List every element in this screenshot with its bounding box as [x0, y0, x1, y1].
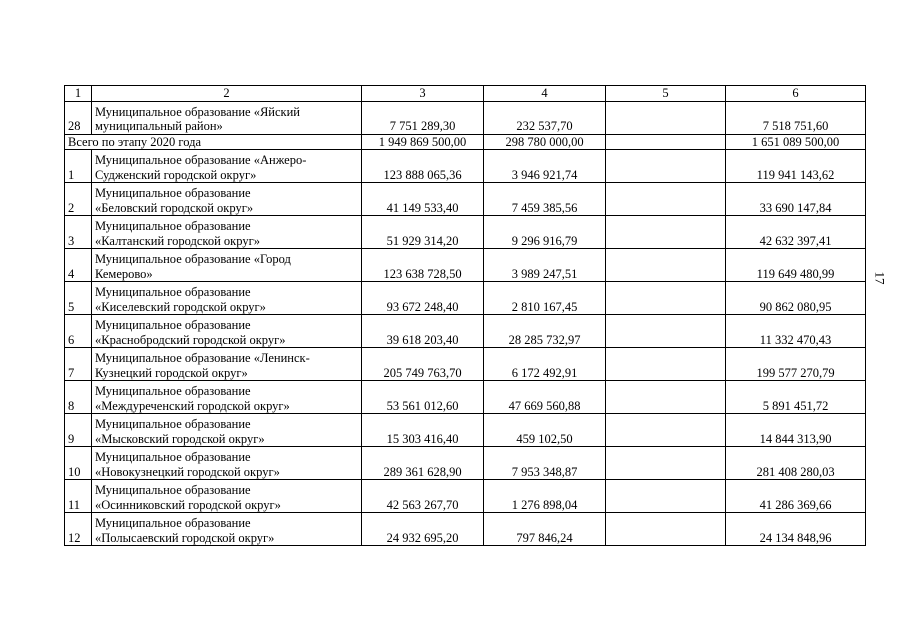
municipality-name: [92, 249, 362, 282]
value-col-6: 281 408 280,03: [726, 447, 866, 480]
value-col-3: 41 149 533,40: [362, 183, 484, 216]
value-col-4: 47 669 560,88: [484, 381, 606, 414]
municipality-name-line: Муниципальное образование «Яйский: [95, 104, 300, 119]
table-row: [65, 150, 866, 183]
row-number: 2: [65, 183, 92, 216]
value-col-3: 39 618 203,40: [362, 315, 484, 348]
municipality-name-line: «Краснобродский городской округ»: [95, 332, 286, 347]
total-value-col-4: 298 780 000,00: [484, 134, 606, 150]
value-col-5: [606, 348, 726, 381]
value-col-5: [606, 513, 726, 546]
value-col-3: 15 303 416,40: [362, 414, 484, 447]
row-number: 10: [65, 447, 92, 480]
municipality-name: [92, 513, 362, 546]
municipality-name: [92, 348, 362, 381]
value-col-5: [606, 216, 726, 249]
value-col-4: 232 537,70: [484, 101, 606, 134]
value-col-3: 93 672 248,40: [362, 282, 484, 315]
value-col-6: 33 690 147,84: [726, 183, 866, 216]
row-number: 3: [65, 216, 92, 249]
municipality-name-line: Судженский городской округ»: [95, 167, 257, 182]
value-col-6: 90 862 080,95: [726, 282, 866, 315]
municipality-name-line: Муниципальное образование: [95, 516, 251, 530]
table-row: [65, 381, 866, 414]
municipality-name: [92, 183, 362, 216]
value-col-5: [606, 447, 726, 480]
value-col-3: 123 888 065,36: [362, 150, 484, 183]
value-col-5: [606, 480, 726, 513]
value-col-6: 11 332 470,43: [726, 315, 866, 348]
row-number: 4: [65, 249, 92, 282]
value-col-3: 53 561 012,60: [362, 381, 484, 414]
municipality-name-line: Кемерово»: [95, 266, 153, 281]
municipality-name-line: Муниципальное образование: [95, 483, 251, 497]
value-col-6: 41 286 369,66: [726, 480, 866, 513]
table-row: [65, 216, 866, 249]
value-col-4: 797 846,24: [484, 513, 606, 546]
table-row: [65, 315, 866, 348]
value-col-5: [606, 183, 726, 216]
municipality-name-line: «Новокузнецкий городской округ»: [95, 464, 280, 479]
table-row: [65, 183, 866, 216]
value-col-5: [606, 414, 726, 447]
municipality-name-line: Муниципальное образование: [95, 186, 251, 200]
table-row: [65, 447, 866, 480]
table-row: [65, 414, 866, 447]
municipality-name: [92, 216, 362, 249]
municipality-name: [92, 480, 362, 513]
row-number: 8: [65, 381, 92, 414]
municipality-name: [92, 282, 362, 315]
value-col-4: 6 172 492,91: [484, 348, 606, 381]
row-number: 9: [65, 414, 92, 447]
value-col-4: 3 989 247,51: [484, 249, 606, 282]
municipality-name-line: Муниципальное образование: [95, 318, 251, 332]
value-col-3: 289 361 628,90: [362, 447, 484, 480]
value-col-6: 7 518 751,60: [726, 101, 866, 134]
total-value-col-6: 1 651 089 500,00: [726, 134, 866, 150]
table-header-row: [65, 86, 866, 102]
total-value-col-5: [606, 134, 726, 150]
value-col-6: 24 134 848,96: [726, 513, 866, 546]
value-col-6: 119 941 143,62: [726, 150, 866, 183]
header-cell-4: 4: [484, 86, 606, 102]
municipality-name-line: муниципальный район»: [95, 119, 223, 133]
value-col-4: 7 459 385,56: [484, 183, 606, 216]
value-col-6: 5 891 451,72: [726, 381, 866, 414]
row-number: 7: [65, 348, 92, 381]
municipality-name-line: Муниципальное образование: [95, 219, 251, 233]
value-col-6: 42 632 397,41: [726, 216, 866, 249]
header-cell-2: 2: [92, 86, 362, 102]
municipality-name: [92, 150, 362, 183]
municipality-name-line: «Осинниковский городской округ»: [95, 497, 281, 512]
table-row: [65, 282, 866, 315]
header-cell-6: 6: [726, 86, 866, 102]
municipality-name-line: «Полысаевский городской округ»: [95, 530, 275, 545]
total-label: Всего по этапу 2020 года: [65, 134, 362, 150]
value-col-3: 51 929 314,20: [362, 216, 484, 249]
value-col-6: 119 649 480,99: [726, 249, 866, 282]
table-row: [65, 513, 866, 546]
value-col-5: [606, 101, 726, 134]
municipality-name-line: «Мысковский городской округ»: [95, 431, 265, 446]
municipality-name: [92, 381, 362, 414]
municipality-name-line: «Междуреченский городской округ»: [95, 398, 290, 413]
value-col-4: 459 102,50: [484, 414, 606, 447]
header-cell-1: 1: [65, 86, 92, 102]
value-col-4: 2 810 167,45: [484, 282, 606, 315]
municipality-name-line: Муниципальное образование «Ленинск-: [95, 351, 310, 365]
value-col-4: 3 946 921,74: [484, 150, 606, 183]
value-col-4: 9 296 916,79: [484, 216, 606, 249]
row-number: 1: [65, 150, 92, 183]
header-cell-3: 3: [362, 86, 484, 102]
value-col-5: [606, 249, 726, 282]
row-number: 11: [65, 480, 92, 513]
row-number: 5: [65, 282, 92, 315]
page-number: 17: [872, 271, 888, 285]
header-cell-5: 5: [606, 86, 726, 102]
total-row: [65, 134, 866, 150]
value-col-5: [606, 315, 726, 348]
value-col-6: 14 844 313,90: [726, 414, 866, 447]
value-col-4: 7 953 348,87: [484, 447, 606, 480]
allocation-table: [64, 85, 866, 546]
value-col-3: 24 932 695,20: [362, 513, 484, 546]
municipality-name-line: Муниципальное образование «Анжеро-: [95, 153, 307, 167]
row-number: 12: [65, 513, 92, 546]
municipality-name: [92, 414, 362, 447]
table-row: [65, 101, 866, 134]
table-row: [65, 480, 866, 513]
value-col-5: [606, 381, 726, 414]
municipality-name-line: «Беловский городской округ»: [95, 200, 254, 215]
municipality-name-line: Муниципальное образование «Город: [95, 252, 291, 266]
value-col-4: 1 276 898,04: [484, 480, 606, 513]
municipality-name-line: «Киселевский городской округ»: [95, 299, 266, 314]
value-col-3: 205 749 763,70: [362, 348, 484, 381]
municipality-name-line: Муниципальное образование: [95, 384, 251, 398]
municipality-name: [92, 101, 362, 134]
row-number: 28: [65, 101, 92, 134]
municipality-name-line: «Калтанский городской округ»: [95, 233, 260, 248]
municipality-name: [92, 447, 362, 480]
total-value-col-3: 1 949 869 500,00: [362, 134, 484, 150]
value-col-3: 7 751 289,30: [362, 101, 484, 134]
value-col-3: 123 638 728,50: [362, 249, 484, 282]
value-col-5: [606, 282, 726, 315]
row-number: 6: [65, 315, 92, 348]
municipality-name-line: Муниципальное образование: [95, 417, 251, 431]
value-col-4: 28 285 732,97: [484, 315, 606, 348]
value-col-3: 42 563 267,70: [362, 480, 484, 513]
municipality-name-line: Кузнецкий городской округ»: [95, 365, 248, 380]
table-row: [65, 249, 866, 282]
table-row: [65, 348, 866, 381]
value-col-6: 199 577 270,79: [726, 348, 866, 381]
municipality-name-line: Муниципальное образование: [95, 285, 251, 299]
municipality-name: [92, 315, 362, 348]
municipality-name-line: Муниципальное образование: [95, 450, 251, 464]
value-col-5: [606, 150, 726, 183]
